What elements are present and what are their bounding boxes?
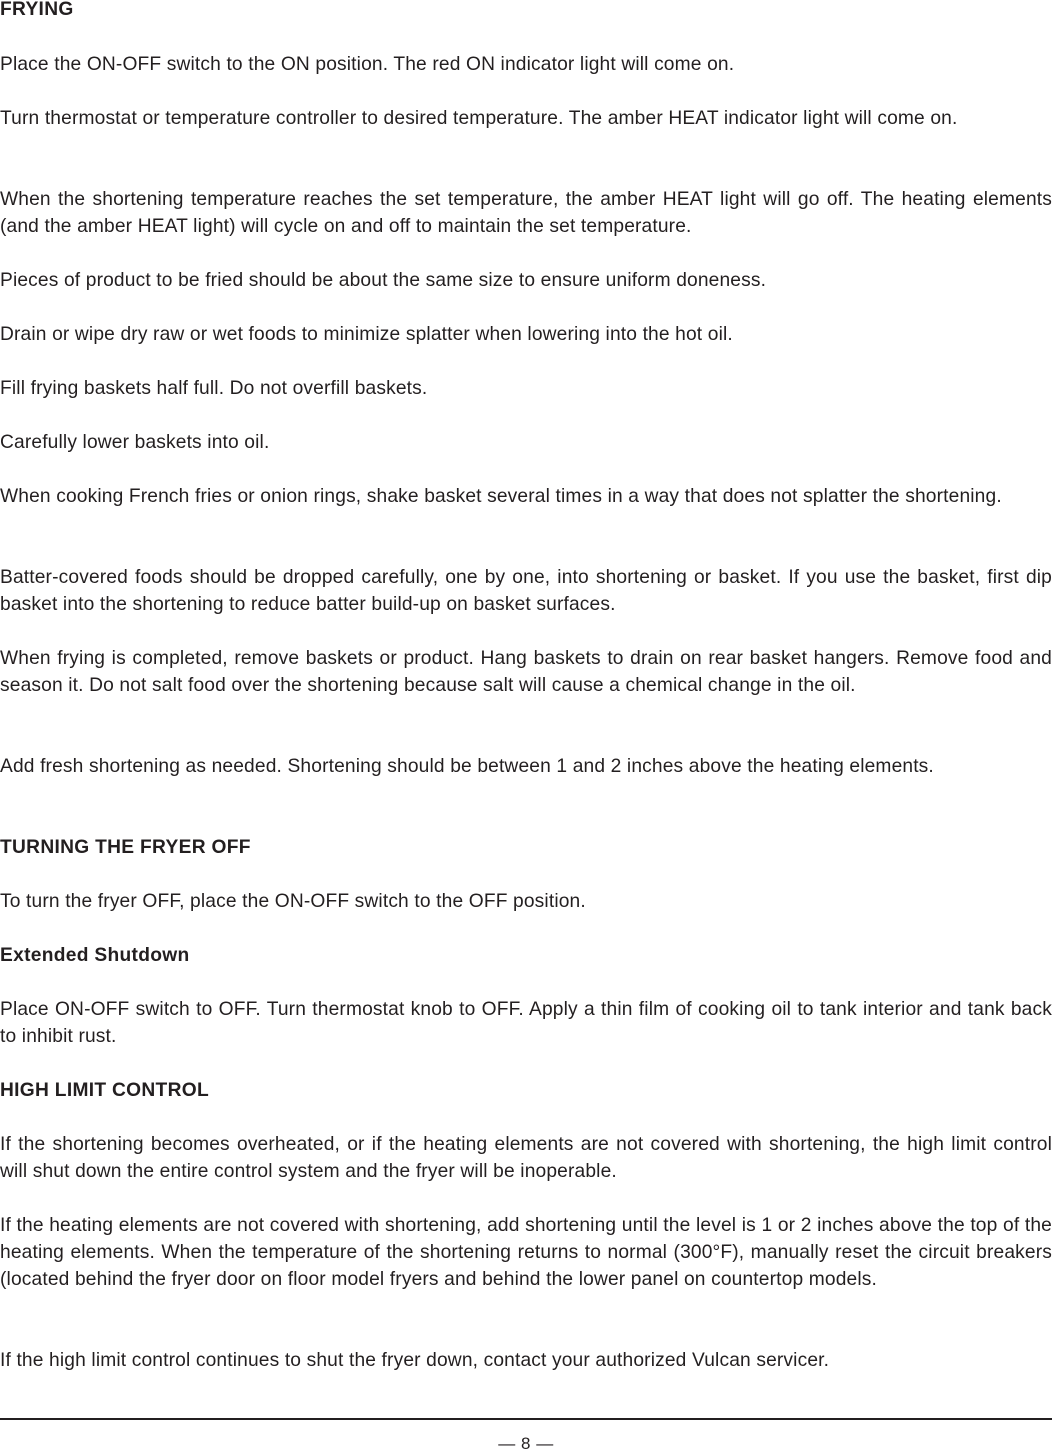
- paragraph-frying-add-shortening: Add fresh shortening as needed. Shortening should be between 1 and 2 inches above the heating elements.: [0, 756, 934, 777]
- paragraph-frying-shake-basket: When cooking French fries or onion rings, shake basket several times in a way that does not splatter the shortening.: [0, 486, 1002, 507]
- heading-high-limit-control: HIGH LIMIT CONTROL: [0, 1080, 209, 1101]
- heading-extended-shutdown: Extended Shutdown: [0, 945, 190, 966]
- footer-divider: [0, 1418, 1052, 1420]
- paragraph-frying-heat-cycle: When the shortening temperature reaches the set temperature, the amber HEAT light will go off. The heating elements (and the amber HEAT light) will cycle on and off to maintain the set temperature.: [0, 189, 1052, 237]
- paragraph-frying-drain-foods: Drain or wipe dry raw or wet foods to minimize splatter when lowering into the hot oil.: [0, 324, 733, 345]
- paragraph-high-limit-servicer: If the high limit control continues to shut the fryer down, contact your authorized Vulcan servicer.: [0, 1350, 830, 1371]
- paragraph-frying-product-size: Pieces of product to be fried should be about the same size to ensure uniform doneness.: [0, 270, 767, 291]
- paragraph-turning-off: To turn the fryer OFF, place the ON-OFF switch to the OFF position.: [0, 891, 586, 912]
- heading-turning-fryer-off: TURNING THE FRYER OFF: [0, 837, 251, 858]
- paragraph-frying-lower-baskets: Carefully lower baskets into oil.: [0, 432, 270, 453]
- heading-frying: FRYING: [0, 0, 74, 20]
- paragraph-frying-batter-foods: Batter-covered foods should be dropped carefully, one by one, into shortening or basket. If you use the basket, first dip basket into the shortening to reduce batter build-up on basket surfaces.: [0, 567, 1052, 615]
- paragraph-frying-fill-baskets: Fill frying baskets half full. Do not overfill baskets.: [0, 378, 428, 399]
- page-number: — 8 —: [498, 1434, 554, 1453]
- paragraph-frying-switch-on: Place the ON-OFF switch to the ON position. The red ON indicator light will come on.: [0, 54, 735, 75]
- paragraph-extended-shutdown: Place ON-OFF switch to OFF. Turn thermostat knob to OFF. Apply a thin film of cooking oil to tank interior and tank back to inhibit rust.: [0, 999, 1052, 1047]
- paragraph-frying-thermostat: Turn thermostat or temperature controller to desired temperature. The amber HEAT indicator light will come on.: [0, 108, 958, 129]
- paragraph-frying-completed: When frying is completed, remove baskets or product. Hang baskets to drain on rear basket hangers. Remove food and season it. Do not salt food over the shortening because salt will cause a chemical change in the oil.: [0, 648, 1052, 696]
- paragraph-high-limit-reset: If the heating elements are not covered with shortening, add shortening until the level is 1 or 2 inches above the top of the heating elements. When the temperature of the shortening returns to normal (300°F), manually reset the circuit breakers (located behind the fryer door on floor model fryers and behind the lower panel on countertop models.: [0, 1215, 1052, 1290]
- paragraph-high-limit-overheated: If the shortening becomes overheated, or if the heating elements are not covered with shortening, the high limit control will shut down the entire control system and the fryer will be inoperable.: [0, 1134, 1052, 1182]
